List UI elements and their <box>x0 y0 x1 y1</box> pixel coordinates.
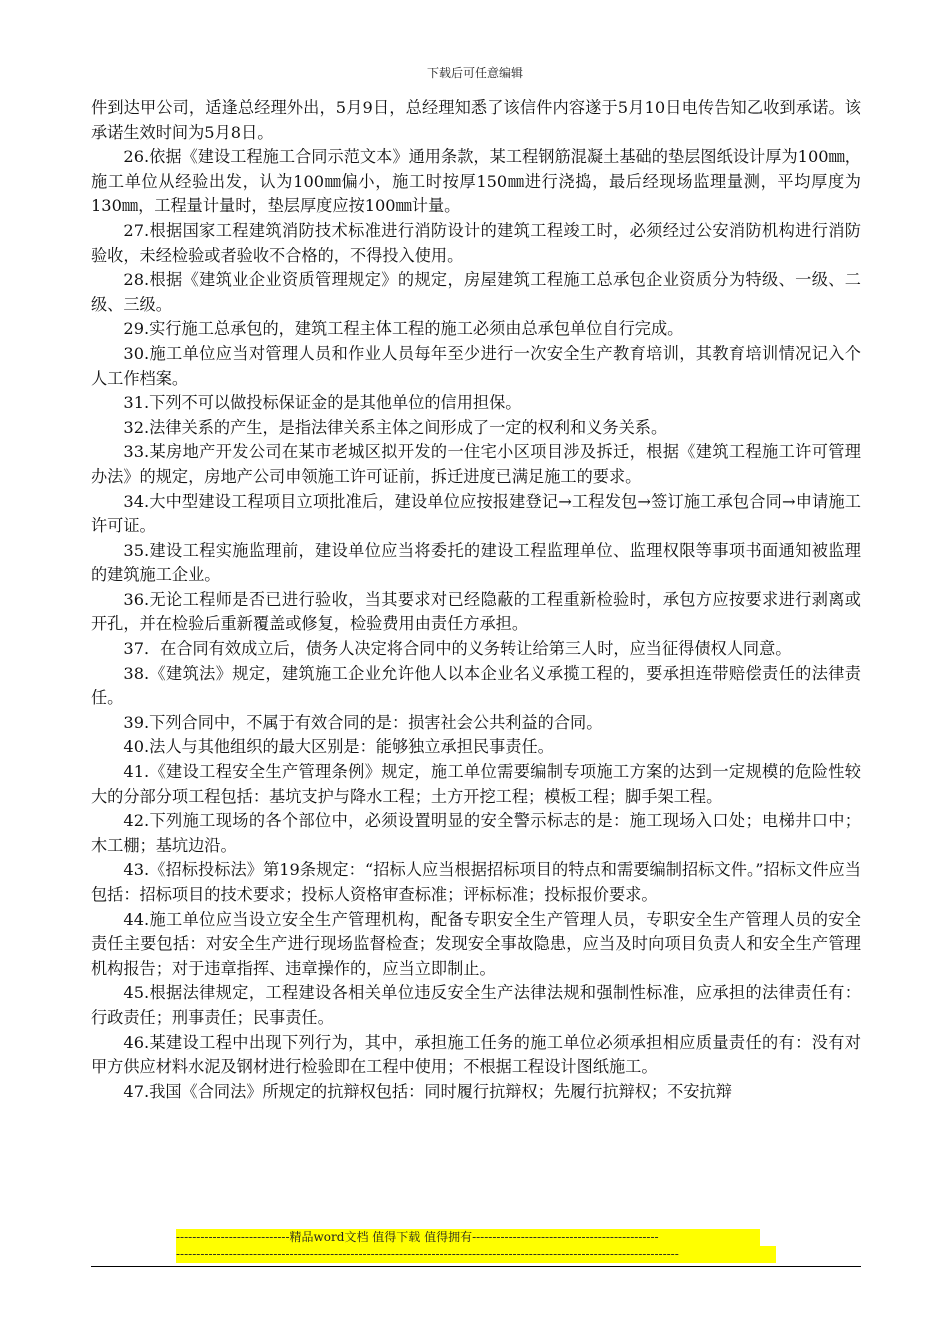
paragraph: 33.某房地产开发公司在某市老城区拟开发的一住宅小区项目涉及拆迁，根据《建筑工程施工许可管理办法》的规定，房地产公司申领施工许可证前，拆迁进度已满足施工的要求。 <box>91 442 861 486</box>
footer-banner <box>176 1229 776 1263</box>
paragraph: 42.下列施工现场的各个部位中，必须设置明显的安全警示标志的是：施工现场入口处；电梯井口中；木工棚；基坑边沿。 <box>91 811 861 855</box>
paragraph: 26.依据《建设工程施工合同示范文本》通用条款，某工程钢筋混凝土基础的垫层图纸设计厚为100㎜，施工单位从经验出发，认为100㎜偏小，施工时按厚150㎜进行浇捣，最后经现场监理量测，平均厚度为130㎜，工程量计量时，垫层厚度应按100㎜计量。 <box>91 147 861 216</box>
page-header: 下载后可任意编辑 <box>426 66 523 80</box>
paragraph: 38.《建筑法》规定，建筑施工企业允许他人以本企业名义承揽工程的，要承担连带赔偿责任的法律责任。 <box>91 663 861 708</box>
paragraph: 46.某建设工程中出现下列行为，其中，承担施工任务的施工单位必须承担相应质量责任的有：没有对甲方供应材料水泥及钢材进行检验即在工程中使用；不根据工程设计图纸施工。 <box>91 1032 861 1077</box>
paragraph: 件到达甲公司，适逢总经理外出，5月9日，总经理知悉了该信件内容遂于5月10日电传告知乙收到承诺。该承诺生效时间为5月8日。 <box>91 98 861 142</box>
paragraph: 36.无论工程师是否已进行验收，当其要求对已经隐蔽的工程重新检验时，承包方应按要求进行剥离或开孔，并在检验后重新覆盖或修复，检验费用由责任方承担。 <box>91 589 861 634</box>
paragraph: 37．在合同有效成立后，债务人决定将合同中的义务转让给第三人时，应当征得债权人同意。 <box>123 639 792 659</box>
footer-divider <box>91 1266 861 1267</box>
paragraph: 45.根据法律规定，工程建设各相关单位违反安全生产法律法规和强制性标准，应承担的法律责任有：行政责任；刑事责任；民事责任。 <box>91 983 861 1027</box>
paragraph: 32.法律关系的产生，是指法律关系主体之间形成了一定的权利和义务关系。 <box>123 417 668 437</box>
paragraph: 43.《招标投标法》第19条规定：“招标人应当根据招标项目的特点和需要编制招标文件。”招标文件应当包括：招标项目的技术要求；投标人资格审查标准；评标标准；投标报价要求。 <box>91 860 861 904</box>
paragraph: 29.实行施工总承包的，建筑工程主体工程的施工必须由总承包单位自行完成。 <box>123 319 684 339</box>
paragraph: 40.法人与其他组织的最大区别是：能够独立承担民事责任。 <box>123 737 554 757</box>
paragraph: 44.施工单位应当设立安全生产管理机构，配备专职安全生产管理人员，专职安全生产管理人员的安全责任主要包括：对安全生产进行现场监督检查；发现安全事故隐患，应当及时向项目负责人和安全生产管理机构报告；对于违章指挥、违章操作的，应当立即制止。 <box>91 909 861 978</box>
footer-banner-line: ---------------------------------------------------------------------------------------------------------------------------- <box>176 1246 776 1263</box>
paragraph: 39.下列合同中，不属于有效合同的是：损害社会公共利益的合同。 <box>123 712 603 732</box>
paragraph: 47.我国《合同法》所规定的抗辩权包括：同时履行抗辩权；先履行抗辩权；不安抗辩 <box>123 1081 732 1101</box>
paragraph: 28.根据《建筑业企业资质管理规定》的规定，房屋建筑工程施工总承包企业资质分为特级、一级、二级、三级。 <box>91 270 861 314</box>
footer-banner-line: ----------------------------精品word文档 值得下载 值得拥有---------------------------------------------- <box>176 1229 760 1246</box>
paragraph: 41.《建设工程安全生产管理条例》规定，施工单位需要编制专项施工方案的达到一定规模的危险性较大的分部分项工程包括：基坑支护与降水工程；土方开挖工程；模板工程；脚手架工程。 <box>91 762 861 806</box>
paragraph: 34.大中型建设工程项目立项批准后，建设单位应按报建登记→工程发包→签订施工承包合同→申请施工许可证。 <box>91 491 861 536</box>
paragraph: 30.施工单位应当对管理人员和作业人员每年至少进行一次安全生产教育培训，其教育培训情况记入个人工作档案。 <box>91 343 861 388</box>
paragraph: 35.建设工程实施监理前，建设单位应当将委托的建设工程监理单位、监理权限等事项书面通知被监理的建筑施工企业。 <box>91 540 861 585</box>
paragraph: 27.根据国家工程建筑消防技术标准进行消防设计的建筑工程竣工时，必须经过公安消防机构进行消防验收，未经检验或者验收不合格的，不得投入使用。 <box>91 220 861 265</box>
document-body <box>91 96 861 1104</box>
paragraph: 31.下列不可以做投标保证金的是其他单位的信用担保。 <box>123 393 522 413</box>
